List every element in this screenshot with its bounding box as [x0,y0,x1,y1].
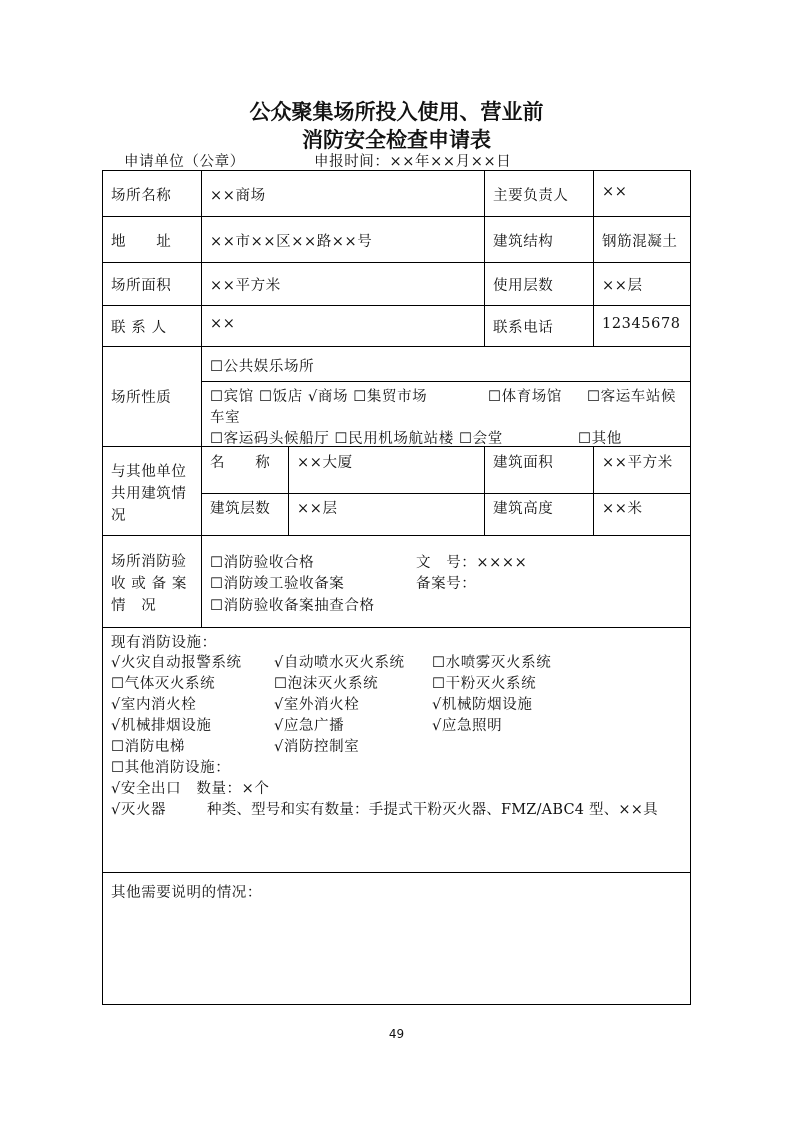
other-notes-label: 其他需要说明的情况： [111,885,262,901]
shared-name-label: 名 称 [210,455,271,471]
facility-emergency-broadcast[interactable]: √应急广播 [274,718,345,734]
contact-person-value: ×× [210,316,236,332]
facility-emergency-lighting[interactable]: √应急照明 [432,718,503,734]
acceptance-label-line1: 场所消防验 [111,554,187,570]
acceptance-option-passed[interactable]: ☐消防验收合格 [210,555,315,571]
shared-height-label: 建筑高度 [493,501,554,517]
shared-floors-label: 建筑层数 [210,501,271,517]
shared-height-value: ××米 [602,501,643,517]
acceptance-option-spotcheck[interactable]: ☐消防验收备案抽查合格 [210,598,375,614]
nature-option-other[interactable]: ☐其他 [578,431,622,447]
facility-sprinkler[interactable]: √自动喷水灭火系统 [274,655,405,671]
acceptance-label-line3: 情 况 [111,598,157,614]
nature-option-entertainment[interactable]: ☐公共娱乐场所 [210,359,315,375]
floors-used-label: 使用层数 [493,278,554,294]
phone-label: 联系电话 [493,320,554,336]
structure-value: 钢筋混凝土 [602,234,678,250]
shared-area-value: ××平方米 [602,455,673,471]
floors-used-value: ××层 [602,278,643,294]
facility-outdoor-hydrant[interactable]: √室外消火栓 [274,697,360,713]
nature-options-hotel-mall[interactable]: ☐宾馆 ☐饭店 √商场 ☐集贸市场 [210,389,428,405]
facility-dry-powder[interactable]: ☐干粉灭火系统 [432,676,537,692]
shared-label-line2: 共用建筑情 [111,486,187,502]
shared-name-value: ××大厦 [297,455,353,471]
facility-foam[interactable]: ☐泡沫灭火系统 [274,676,379,692]
submission-date: 申报时间：××年××月××日 [314,154,512,170]
facility-fire-elevator[interactable]: ☐消防电梯 [111,739,185,755]
nature-option-stadium[interactable]: ☐体育场馆 [488,389,562,405]
nature-options-terminal[interactable]: ☐客运码头候船厅 ☐民用机场航站楼 ☐会堂 [210,431,503,447]
page-number: 49 [388,1027,405,1041]
applicant-unit-label: 申请单位（公章） [124,154,245,170]
facility-smoke-control[interactable]: √机械防烟设施 [432,697,533,713]
facility-other[interactable]: ☐其他消防设施： [111,760,231,776]
manager-label: 主要负责人 [493,188,569,204]
venue-name-value: ××商场 [210,188,266,204]
shared-area-label: 建筑面积 [493,455,554,471]
venue-nature-label: 场所性质 [111,390,172,406]
extinguisher-details: 种类、型号和实有数量：手提式干粉灭火器、FMZ/ABC4 型、××具 [207,802,658,818]
shared-label-line1: 与其他单位 [111,464,187,480]
venue-area-value: ××平方米 [210,278,281,294]
shared-label-line3: 况 [111,508,127,524]
nature-option-bus-station-cont: 车室 [210,410,241,426]
acceptance-record-number: 备案号： [416,576,477,592]
acceptance-option-filed[interactable]: ☐消防竣工验收备案 [210,576,345,592]
address-label: 地 址 [111,234,172,250]
manager-value: ×× [602,184,628,200]
venue-name-label: 场所名称 [111,188,172,204]
nature-option-bus-station[interactable]: ☐客运车站候 [587,389,677,405]
form-title-line2: 消防安全检查申请表 [302,128,491,152]
acceptance-doc-number: 文 号：×××× [416,555,528,571]
address-value: ××市××区××路××号 [210,234,373,250]
facility-extinguisher[interactable]: √灭火器 [111,802,167,818]
facility-fire-alarm[interactable]: √火灾自动报警系统 [111,655,242,671]
venue-area-label: 场所面积 [111,278,172,294]
facility-indoor-hydrant[interactable]: √室内消火栓 [111,697,197,713]
form-title-line1: 公众聚集场所投入使用、营业前 [249,100,544,124]
contact-person-label: 联 系 人 [111,320,167,336]
facilities-heading: 现有消防设施： [111,635,217,651]
facility-smoke-exhaust[interactable]: √机械排烟设施 [111,718,212,734]
shared-floors-value: ××层 [297,501,338,517]
acceptance-label-line2: 收 或 备 案 [111,576,188,592]
facility-control-room[interactable]: √消防控制室 [274,739,360,755]
phone-value: 12345678 [602,316,681,332]
facility-gas[interactable]: ☐气体灭火系统 [111,676,216,692]
facility-safety-exit[interactable]: √安全出口 数量：×个 [111,781,270,797]
structure-label: 建筑结构 [493,234,554,250]
facility-water-mist[interactable]: ☐水喷雾灭火系统 [432,655,552,671]
